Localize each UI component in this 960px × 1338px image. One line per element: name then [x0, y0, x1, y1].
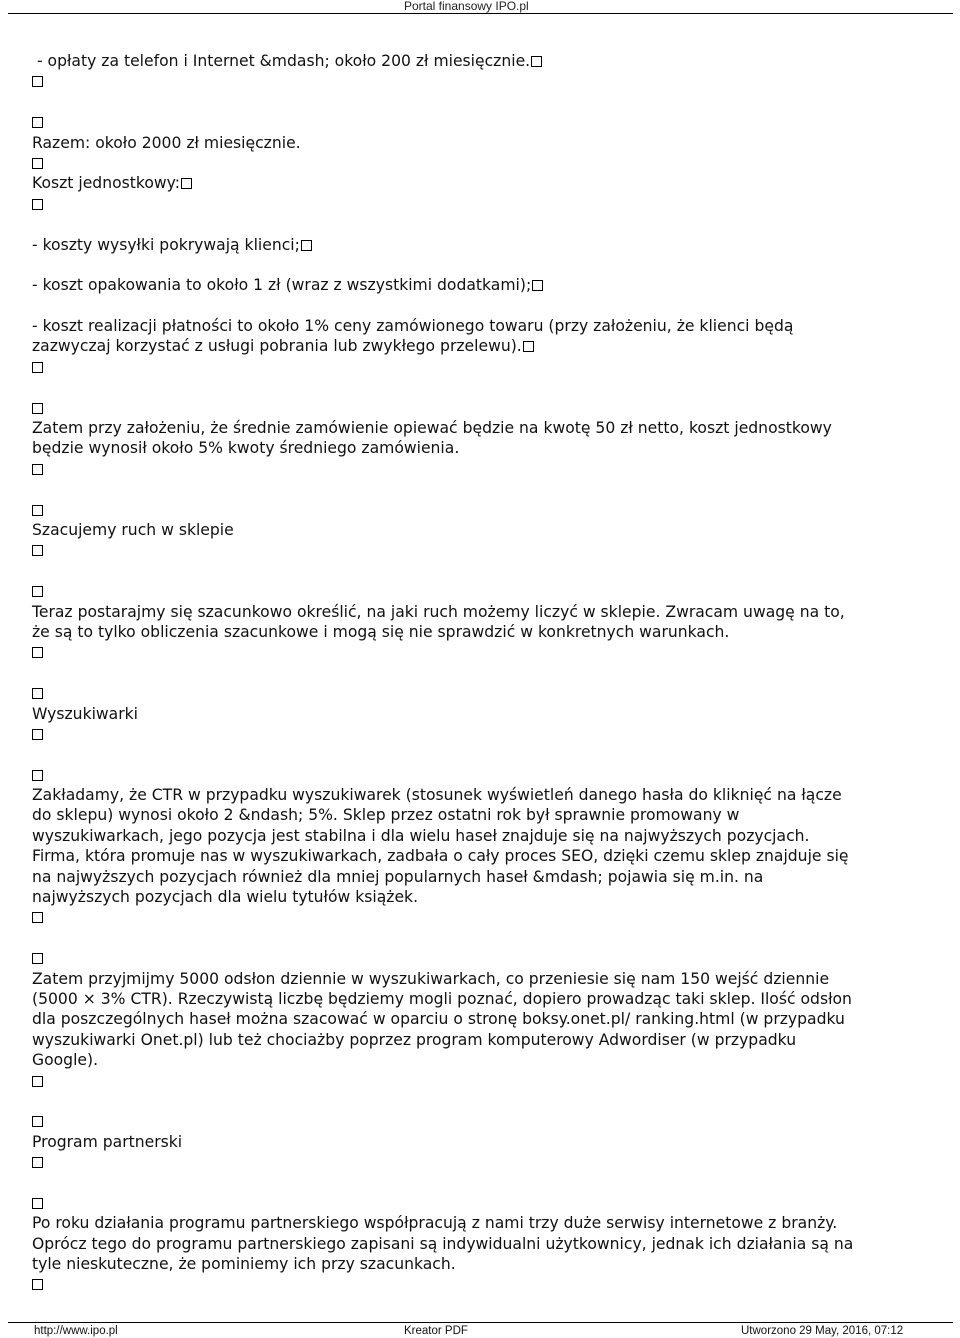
- text-line: [32, 173, 932, 193]
- text-line: [32, 336, 932, 356]
- text-line: [32, 235, 932, 255]
- page-header: [0, 0, 960, 13]
- footer-url-link[interactable]: http://www.ipo.pl: [34, 1325, 118, 1337]
- text-line: [32, 663, 932, 683]
- text-line: [32, 418, 932, 438]
- text-line-content: że są to tylko obliczenia szacunkowe i mogą się nie sprawdzić w konkretnych warunkach.: [32, 622, 730, 641]
- text-line: [32, 867, 932, 887]
- text-line: [32, 704, 932, 724]
- text-line: [32, 255, 932, 275]
- text-line: [32, 1030, 932, 1050]
- footer-generator: Kreator PDF: [404, 1325, 468, 1337]
- text-line: [32, 765, 932, 785]
- missing-glyph-icon: [32, 729, 43, 740]
- header-divider: [8, 13, 953, 14]
- footer-divider: [8, 1322, 953, 1323]
- missing-glyph-icon: [32, 586, 43, 597]
- text-line: [32, 561, 932, 581]
- text-line: [32, 887, 932, 907]
- text-line: [32, 1111, 932, 1131]
- text-line: [32, 622, 932, 642]
- text-line: [32, 1152, 932, 1172]
- text-line: [32, 357, 932, 377]
- text-line: [32, 581, 932, 601]
- missing-glyph-icon: [32, 1157, 43, 1168]
- text-line: [32, 744, 932, 764]
- text-line: [32, 1172, 932, 1192]
- text-line-content: - koszt realizacji płatności to około 1% ceny zamówionego towaru (przy założeniu, że klienci będą: [32, 317, 794, 336]
- text-line: [32, 1132, 932, 1152]
- text-line-content: dla poszczególnych haseł można szacować w oparciu o stronę boksy.onet.pl/ ranking.html (w przypadku: [32, 1010, 845, 1029]
- text-line: [32, 520, 932, 540]
- missing-glyph-icon: [32, 362, 43, 373]
- footer-created-date: Utworzono 29 May, 2016, 07:12: [741, 1325, 904, 1337]
- text-line: [32, 928, 932, 948]
- text-line: [32, 1009, 932, 1029]
- text-line: [32, 92, 932, 112]
- text-line: [32, 194, 932, 214]
- text-line: [32, 112, 932, 132]
- text-line: [32, 479, 932, 499]
- text-line: [32, 907, 932, 927]
- missing-glyph-icon: [32, 770, 43, 781]
- text-line-content: Zatem przy założeniu, że średnie zamówienie opiewać będzie na kwotę 50 zł netto, koszt jednostkowy: [32, 419, 832, 438]
- missing-glyph-icon: [181, 178, 192, 189]
- missing-glyph-icon: [32, 1198, 43, 1209]
- text-line: [32, 275, 932, 295]
- text-line-content: Szacujemy ruch w sklepie: [32, 520, 234, 539]
- text-line-content: Google).: [32, 1051, 99, 1070]
- missing-glyph-icon: [32, 545, 43, 556]
- missing-glyph-icon: [32, 1076, 43, 1087]
- missing-glyph-icon: [32, 76, 43, 87]
- text-line-content: Teraz postarajmy się szacunkowo określić, na jaki ruch możemy liczyć w sklepie. Zwracam uwagę na to,: [32, 602, 845, 621]
- text-line: [32, 133, 932, 153]
- text-line-content: Zatem przyjmijmy 5000 odsłon dziennie w wyszukiwarkach, co przeniesie się nam 150 wejść dziennie: [32, 969, 830, 988]
- text-line: [32, 398, 932, 418]
- missing-glyph-icon: [32, 505, 43, 516]
- text-line-content: na najwyższych pozycjach również dla mniej popularnych haseł &mdash; pojawia się m.in. na: [32, 867, 764, 886]
- text-line: [32, 377, 932, 397]
- missing-glyph-icon: [32, 199, 43, 210]
- text-line: [32, 826, 932, 846]
- missing-glyph-icon: [32, 117, 43, 128]
- text-line: [32, 500, 932, 520]
- missing-glyph-icon: [523, 341, 534, 352]
- missing-glyph-icon: [32, 1279, 43, 1290]
- text-line: [32, 989, 932, 1009]
- text-line: [32, 51, 932, 71]
- text-line-content: Oprócz tego do programu partnerskiego zapisani są indywidualni użytkownicy, jednak ich działania są na: [32, 1234, 854, 1253]
- text-line-content: - koszty wysyłki pokrywają klienci;: [32, 235, 300, 254]
- missing-glyph-icon: [532, 280, 543, 291]
- header-title: Portal finansowy IPO.pl: [404, 0, 529, 13]
- text-line: [32, 948, 932, 968]
- text-line: [32, 71, 932, 91]
- text-line: [32, 785, 932, 805]
- missing-glyph-icon: [301, 240, 312, 251]
- text-line-content: będzie wynosił około 5% kwoty średniego zamówienia.: [32, 439, 460, 458]
- text-line-content: do sklepu) wynosi około 2 &ndash; 5%. Sklep przez ostatni rok był sprawnie promowany w: [32, 806, 740, 825]
- text-line: [32, 642, 932, 662]
- missing-glyph-icon: [32, 688, 43, 699]
- text-line: [32, 1274, 932, 1294]
- text-line: [32, 1071, 932, 1091]
- text-line: [32, 438, 932, 458]
- text-line: [32, 540, 932, 560]
- text-line-content: Po roku działania programu partnerskiego współpracują z nami trzy duże serwisy internetowe z branży.: [32, 1214, 838, 1233]
- text-line-content: Wyszukiwarki: [32, 704, 139, 723]
- text-line-content: zazwyczaj korzystać z usługi pobrania lub zwykłego przelewu).: [32, 337, 522, 356]
- text-line-content: Razem: około 2000 zł miesięcznie.: [32, 133, 301, 152]
- text-line-content: (5000 × 3% CTR). Rzeczywistą liczbę będziemy mogli poznać, dopiero prowadząc taki sklep. Ilość odsłon: [32, 989, 852, 1008]
- text-line-content: - koszt opakowania to około 1 zł (wraz z wszystkimi dodatkami);: [32, 276, 532, 295]
- text-line: [32, 1050, 932, 1070]
- text-line: [32, 1213, 932, 1233]
- text-line: [32, 1193, 932, 1213]
- missing-glyph-icon: [32, 1116, 43, 1127]
- missing-glyph-icon: [32, 464, 43, 475]
- missing-glyph-icon: [32, 953, 43, 964]
- text-line-content: najwyższych pozycjach dla wielu tytułów książek.: [32, 888, 419, 907]
- text-line: [32, 846, 932, 866]
- text-line-content: Firma, która promuje nas w wyszukiwarkach, zadbała o cały proces SEO, dzięki czemu sklep znajduje się: [32, 847, 849, 866]
- text-line-content: Koszt jednostkowy:: [32, 174, 180, 193]
- text-line-content: wyszukiwarkach, jego pozycja jest stabilna i dla wielu haseł znajduje się na najwyższych pozycjach.: [32, 826, 810, 845]
- text-line: [32, 153, 932, 173]
- text-line: [32, 316, 932, 336]
- text-line: [32, 602, 932, 622]
- text-line-content: tyle nieskuteczne, że pominiemy ich przy szacunkach.: [32, 1255, 456, 1274]
- text-line: [32, 214, 932, 234]
- text-line: [32, 296, 932, 316]
- text-line: [32, 459, 932, 479]
- text-line-content: wyszukiwarki Onet.pl) lub też chociażby poprzez program komputerowy Adwordiser (w przypadku: [32, 1030, 797, 1049]
- missing-glyph-icon: [32, 912, 43, 923]
- missing-glyph-icon: [32, 647, 43, 658]
- text-line: [32, 969, 932, 989]
- missing-glyph-icon: [531, 56, 542, 67]
- document-body: [32, 51, 932, 1295]
- missing-glyph-icon: [32, 403, 43, 414]
- text-line-content: - opłaty za telefon i Internet &mdash; około 200 zł miesięcznie.: [36, 52, 531, 70]
- text-line: [32, 683, 932, 703]
- text-line: [32, 805, 932, 825]
- missing-glyph-icon: [32, 158, 43, 169]
- text-line: [32, 1234, 932, 1254]
- text-line: [32, 724, 932, 744]
- text-line-content: Zakładamy, że CTR w przypadku wyszukiwarek (stosunek wyświetleń danego hasła do kliknięć na łącze: [32, 786, 842, 805]
- text-line-content: Program partnerski: [32, 1132, 183, 1151]
- text-line: [32, 1091, 932, 1111]
- text-line: [32, 1254, 932, 1274]
